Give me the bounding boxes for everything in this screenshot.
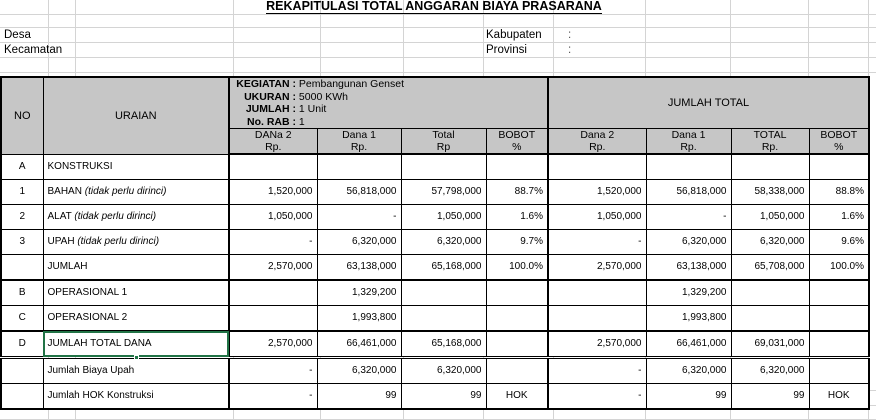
cell-no: 3 xyxy=(1,229,43,254)
cell-no: D xyxy=(1,331,43,358)
cell-right-dana2: 1,050,000 xyxy=(548,204,646,229)
cell-left-dana1: 1,329,200 xyxy=(317,280,401,306)
jumlah-value: 1 Unit xyxy=(298,103,327,116)
page-title xyxy=(0,0,868,13)
table-header-row-1 xyxy=(1,77,869,129)
cell-right-bobot: 1.6% xyxy=(809,204,869,229)
kegiatan-label: KEGIATAN : xyxy=(236,78,296,90)
cell-right-bobot: 100.0% xyxy=(809,254,869,280)
table-row xyxy=(1,154,869,179)
cell-left-total: 99 xyxy=(401,383,486,409)
cell-left-total xyxy=(401,305,486,331)
cell-right-bobot xyxy=(809,280,869,306)
subheader-right-2: Dana 1 Rp. xyxy=(646,129,731,155)
subheader-left-3: Total Rp xyxy=(401,129,486,155)
colon-provinsi: : xyxy=(568,44,572,56)
cell-left-dana2: 1,050,000 xyxy=(229,204,317,229)
cell-no: C xyxy=(1,305,43,331)
cell-right-dana2: 2,570,000 xyxy=(548,254,646,280)
table-row xyxy=(1,357,869,383)
cell-uraian: BAHAN (tidak perlu dirinci) xyxy=(43,179,229,204)
cell-right-dana1 xyxy=(646,154,731,179)
table-row xyxy=(1,331,869,358)
subheader-left-4: BOBOT % xyxy=(486,129,548,155)
cell-right-total: 1,050,000 xyxy=(731,204,809,229)
cell-left-dana2: 2,570,000 xyxy=(229,254,317,280)
subheader-right-4: BOBOT % xyxy=(809,129,869,155)
kegiatan-info-block xyxy=(229,77,548,129)
cell-uraian: ALAT (tidak perlu dirinci) xyxy=(43,204,229,229)
cell-right-dana2: - xyxy=(548,383,646,409)
cell-right-dana1: 6,320,000 xyxy=(646,229,731,254)
cell-left-dana2: - xyxy=(229,357,317,383)
cell-uraian: JUMLAH xyxy=(43,254,229,280)
cell-right-dana2 xyxy=(548,154,646,179)
cell-left-dana2: - xyxy=(229,229,317,254)
cell-right-dana1: 6,320,000 xyxy=(646,357,731,383)
cell-left-total: 6,320,000 xyxy=(401,229,486,254)
cell-left-bobot: 100.0% xyxy=(486,254,548,280)
cell-left-total: 65,168,000 xyxy=(401,254,486,280)
cell-uraian: Jumlah HOK Konstruksi xyxy=(43,383,229,409)
cell-right-dana2: - xyxy=(548,357,646,383)
cell-right-dana2: 1,520,000 xyxy=(548,179,646,204)
cell-right-dana2: 2,570,000 xyxy=(548,331,646,358)
cell-right-total xyxy=(731,154,809,179)
cell-right-bobot xyxy=(809,357,869,383)
cell-left-total: 65,168,000 xyxy=(401,331,486,358)
budget-recap-table xyxy=(0,76,870,410)
cell-right-dana1: - xyxy=(646,204,731,229)
cell-left-total xyxy=(401,154,486,179)
cell-left-bobot xyxy=(486,280,548,306)
cell-left-dana1: 6,320,000 xyxy=(317,229,401,254)
cell-left-total xyxy=(401,280,486,306)
table-row xyxy=(1,254,869,280)
subheader-left-1: DANa 2 Rp. xyxy=(229,129,317,155)
cell-right-dana1: 56,818,000 xyxy=(646,179,731,204)
cell-right-total: 69,031,000 xyxy=(731,331,809,358)
cell-uraian: OPERASIONAL 2 xyxy=(43,305,229,331)
cell-right-dana2 xyxy=(548,305,646,331)
colon-kabupaten: : xyxy=(568,29,572,41)
jumlah-label: JUMLAH : xyxy=(245,103,296,116)
table-row xyxy=(1,305,869,331)
cell-uraian: KONSTRUKSI xyxy=(43,154,229,179)
cell-left-total: 6,320,000 xyxy=(401,357,486,383)
norab-label: No. RAB : xyxy=(247,115,296,128)
cell-uraian: JUMLAH TOTAL DANA xyxy=(43,331,229,358)
cell-left-dana1: - xyxy=(317,204,401,229)
cell-right-bobot: 88.8% xyxy=(809,179,869,204)
cell-right-dana1: 1,993,800 xyxy=(646,305,731,331)
cell-right-total xyxy=(731,305,809,331)
group-header-jumlah-total: JUMLAH TOTAL xyxy=(548,77,869,129)
label-desa: Desa xyxy=(4,29,31,41)
cell-right-dana1: 63,138,000 xyxy=(646,254,731,280)
cell-left-bobot: 88.7% xyxy=(486,179,548,204)
cell-left-dana2 xyxy=(229,280,317,306)
cell-left-bobot: 1.6% xyxy=(486,204,548,229)
cell-left-dana2: 1,520,000 xyxy=(229,179,317,204)
cell-left-dana2 xyxy=(229,305,317,331)
cell-uraian: UPAH (tidak perlu dirinci) xyxy=(43,229,229,254)
table-row xyxy=(1,204,869,229)
cell-no: B xyxy=(1,280,43,306)
cell-left-bobot xyxy=(486,357,548,383)
cell-left-dana1: 1,993,800 xyxy=(317,305,401,331)
cell-right-bobot xyxy=(809,305,869,331)
cell-left-dana2: - xyxy=(229,383,317,409)
cell-right-dana2 xyxy=(548,280,646,306)
cell-left-bobot xyxy=(486,331,548,358)
cell-left-dana1: 6,320,000 xyxy=(317,357,401,383)
cell-right-dana2: - xyxy=(548,229,646,254)
cell-no: 1 xyxy=(1,179,43,204)
cell-right-dana1: 66,461,000 xyxy=(646,331,731,358)
cell-left-dana2 xyxy=(229,154,317,179)
cell-right-total: 58,338,000 xyxy=(731,179,809,204)
table-row xyxy=(1,280,869,306)
page-title-text: REKAPITULASI TOTAL ANGGARAN BIAYA PRASARANA xyxy=(266,0,602,13)
ukuran-label: UKURAN : xyxy=(244,90,296,103)
cell-left-bobot xyxy=(486,154,548,179)
table-row xyxy=(1,383,869,409)
cell-left-total: 57,798,000 xyxy=(401,179,486,204)
cell-left-dana2: 2,570,000 xyxy=(229,331,317,358)
cell-left-total: 1,050,000 xyxy=(401,204,486,229)
label-kabupaten: Kabupaten xyxy=(486,29,542,41)
cell-right-bobot: HOK xyxy=(809,383,869,409)
cell-right-total: 65,708,000 xyxy=(731,254,809,280)
cell-right-total: 99 xyxy=(731,383,809,409)
subheader-left-2: Dana 1 Rp. xyxy=(317,129,401,155)
cell-left-dana1: 66,461,000 xyxy=(317,331,401,358)
table-row xyxy=(1,229,869,254)
cell-left-dana1: 99 xyxy=(317,383,401,409)
label-kecamatan: Kecamatan xyxy=(4,44,63,56)
cell-right-total: 6,320,000 xyxy=(731,357,809,383)
norab-value: 1 xyxy=(298,115,305,128)
table-row xyxy=(1,179,869,204)
cell-no xyxy=(1,383,43,409)
cell-no xyxy=(1,254,43,280)
cell-left-dana1 xyxy=(317,154,401,179)
subheader-right-1: Dana 2 Rp. xyxy=(548,129,646,155)
cell-right-dana1: 99 xyxy=(646,383,731,409)
cell-uraian: Jumlah Biaya Upah xyxy=(43,357,229,383)
cell-uraian: OPERASIONAL 1 xyxy=(43,280,229,306)
cell-left-bobot xyxy=(486,305,548,331)
cell-no: 2 xyxy=(1,204,43,229)
col-header-no: NO xyxy=(1,77,43,154)
col-header-uraian: URAIAN xyxy=(43,77,229,154)
cell-right-bobot xyxy=(809,154,869,179)
cell-left-bobot: 9.7% xyxy=(486,229,548,254)
cell-right-total xyxy=(731,280,809,306)
cell-right-total: 6,320,000 xyxy=(731,229,809,254)
fill-handle[interactable] xyxy=(134,355,139,360)
cell-no xyxy=(1,357,43,383)
subheader-right-3: TOTAL Rp. xyxy=(731,129,809,155)
cell-left-dana1: 63,138,000 xyxy=(317,254,401,280)
cell-right-bobot: 9.6% xyxy=(809,229,869,254)
cell-no: A xyxy=(1,154,43,179)
cell-right-dana1: 1,329,200 xyxy=(646,280,731,306)
cell-right-bobot xyxy=(809,331,869,358)
kegiatan-value: Pembangunan Genset xyxy=(298,78,404,90)
label-provinsi: Provinsi xyxy=(486,44,527,56)
ukuran-value: 5000 KWh xyxy=(298,90,348,103)
cell-left-dana1: 56,818,000 xyxy=(317,179,401,204)
cell-left-bobot: HOK xyxy=(486,383,548,409)
